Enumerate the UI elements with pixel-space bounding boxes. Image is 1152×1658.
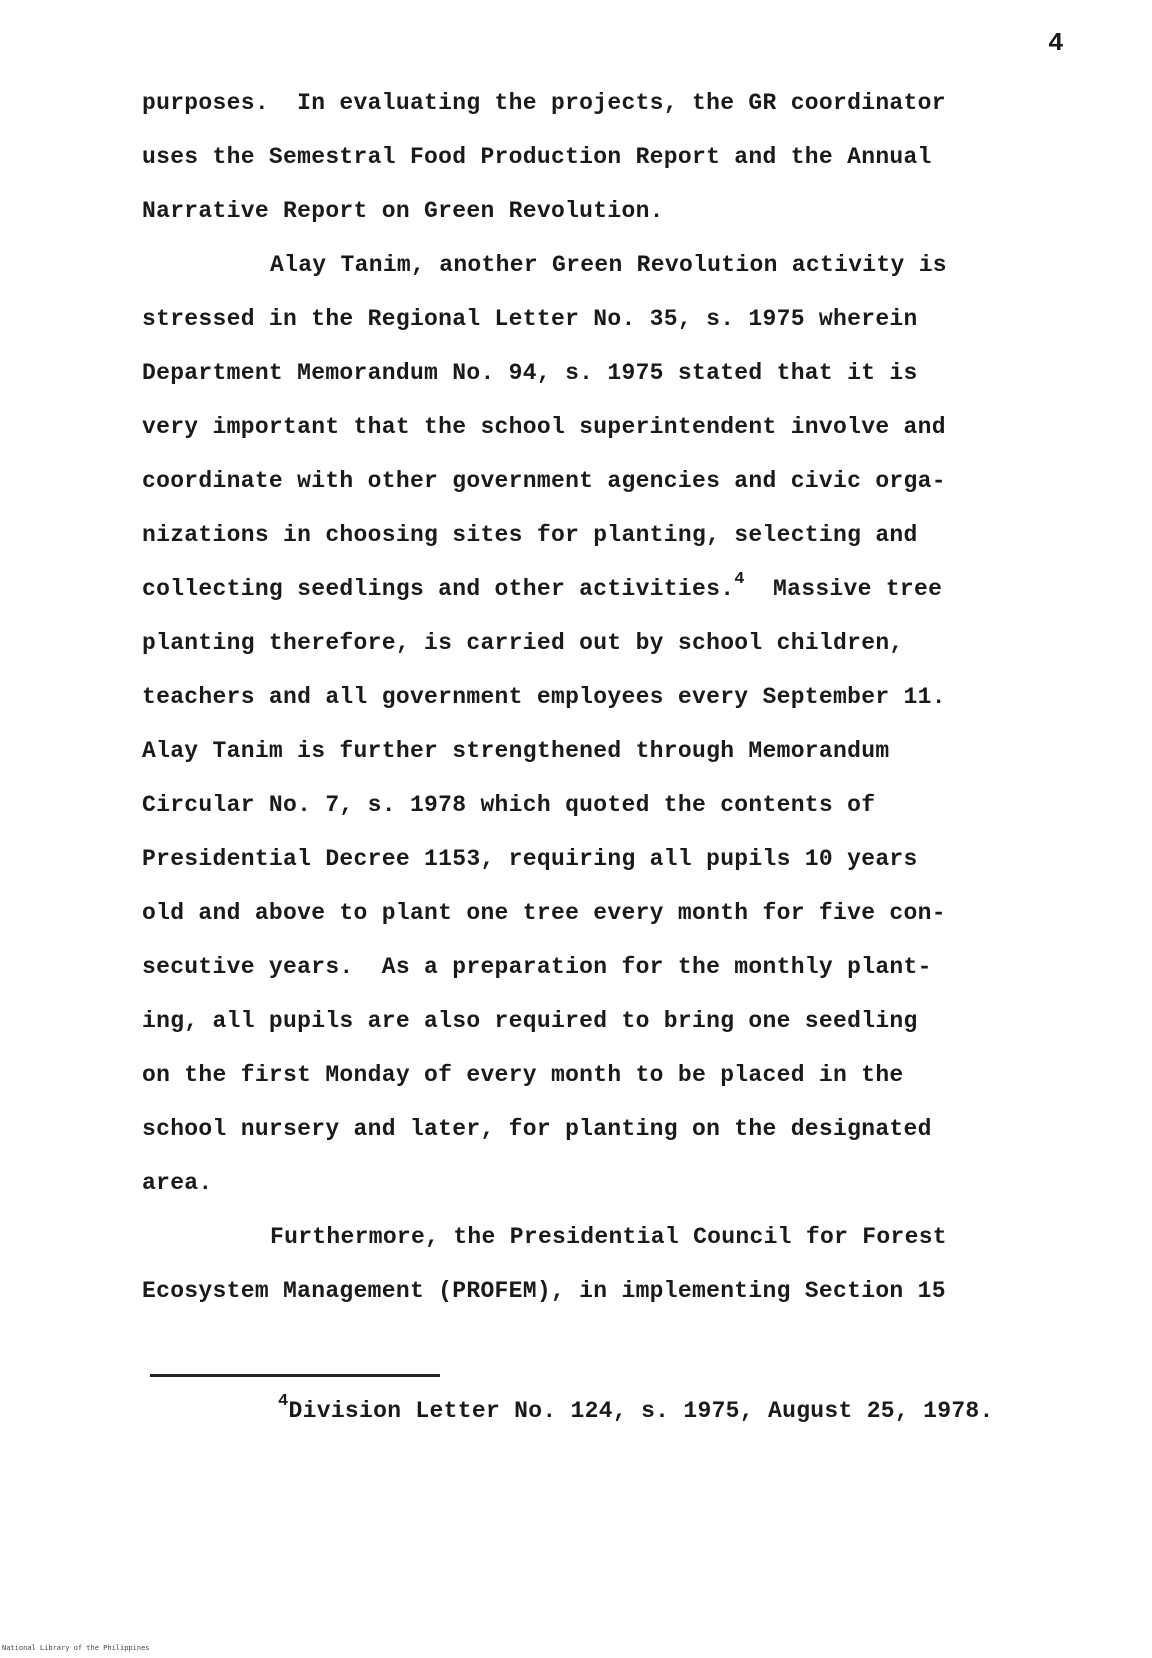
footnote-divider: [150, 1374, 440, 1377]
text-line: coordinate with other government agencies and civic orga-: [142, 468, 946, 494]
paragraph-start-line: Furthermore, the Presidential Council for Forest: [270, 1224, 947, 1250]
text-line: purposes. In evaluating the projects, the GR coordinator: [142, 90, 946, 116]
text-line: uses the Semestral Food Production Report and the Annual: [142, 144, 932, 170]
text-line: area.: [142, 1170, 213, 1196]
text-line: Presidential Decree 1153, requiring all pupils 10 years: [142, 846, 918, 872]
footnote-ref: 4: [734, 570, 745, 590]
text-segment: collecting seedlings and other activities.: [142, 576, 735, 602]
text-line: stressed in the Regional Letter No. 35, s. 1975 wherein: [142, 306, 918, 332]
text-line: old and above to plant one tree every month for five con-: [142, 900, 946, 926]
text-line: Narrative Report on Green Revolution.: [142, 198, 664, 224]
body-text: [142, 76, 1082, 1318]
text-line: nizations in choosing sites for planting, selecting and: [142, 522, 918, 548]
footer-credit: National Library of the Philippines: [2, 1644, 150, 1652]
paragraph-start-line: Alay Tanim, another Green Revolution activity is: [270, 252, 947, 278]
text-line: Department Memorandum No. 94, s. 1975 stated that it is: [142, 360, 918, 386]
footnote: [278, 1392, 994, 1424]
text-line-with-footnote: [142, 562, 1082, 616]
text-line: secutive years. As a preparation for the monthly plant-: [142, 954, 932, 980]
text-line: on the first Monday of every month to be placed in the: [142, 1062, 904, 1088]
page-number: 4: [1048, 28, 1064, 58]
text-line: very important that the school superintendent involve and: [142, 414, 946, 440]
text-line: teachers and all government employees every September 11.: [142, 684, 946, 710]
text-line: ing, all pupils are also required to bring one seedling: [142, 1008, 918, 1034]
text-segment: Massive tree: [744, 576, 943, 602]
text-line: Alay Tanim is further strengthened through Memorandum: [142, 738, 890, 764]
text-line: Circular No. 7, s. 1978 which quoted the contents of: [142, 792, 876, 818]
footnote-text: Division Letter No. 124, s. 1975, August 25, 1978.: [288, 1398, 994, 1424]
text-line: Ecosystem Management (PROFEM), in implementing Section 15: [142, 1278, 946, 1304]
text-line: planting therefore, is carried out by school children,: [142, 630, 904, 656]
text-line: school nursery and later, for planting on the designated: [142, 1116, 932, 1142]
footnote-marker: 4: [278, 1392, 289, 1412]
